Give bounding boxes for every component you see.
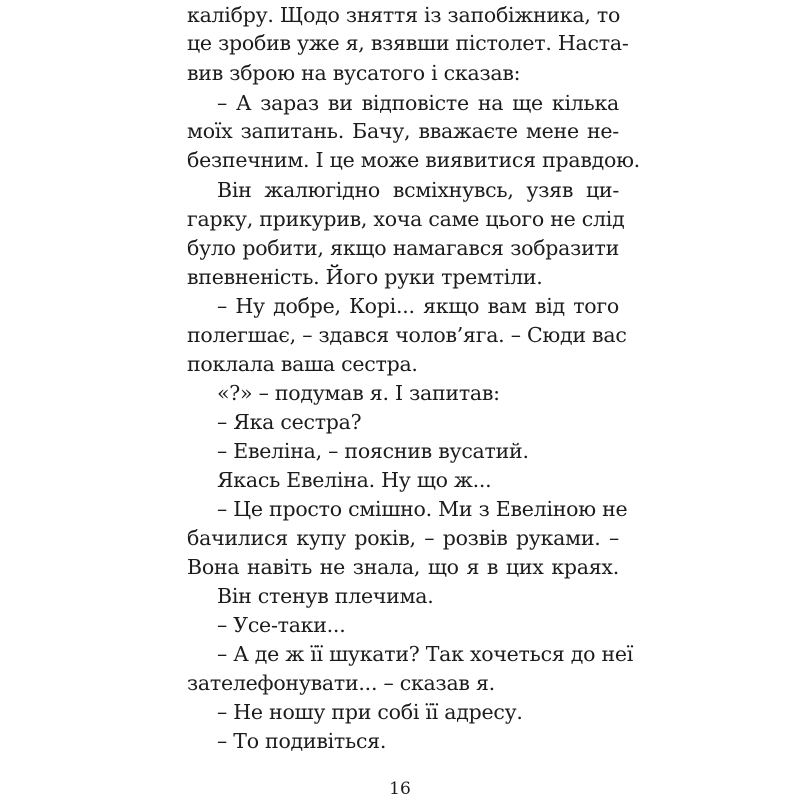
text-line: – Не ношу при собі її адресу. (217, 700, 523, 724)
text-line: це зробив уже я, взявши пістолет. Наста- (187, 31, 629, 55)
page-number: 16 (389, 779, 411, 799)
text-line: було робити, якщо намагався зобразити (187, 236, 619, 260)
text-line: – Це просто смішно. Ми з Евеліною не (217, 497, 628, 521)
text-line: Він жалюгідно всміхнувсь, узяв ци- (217, 178, 619, 202)
text-line: вив зброю на вусатого і сказав: (187, 61, 521, 85)
text-line: впевненість. Його руки тремтіли. (187, 265, 543, 289)
text-line: моїх запитань. Бачу, вважаєте мене не- (187, 119, 619, 143)
text-line: – Усе-таки... (217, 613, 346, 637)
text-line: Вона навіть не знала, що я в цих краях. (187, 555, 619, 579)
text-line: – То подивіться. (217, 729, 387, 753)
text-line: гарку, прикурив, хоча саме цього не слід (187, 207, 625, 231)
text-line: калібру. Щодо зняття із запобіжника, то (187, 3, 621, 27)
text-line: «?» – подумав я. І запитав: (217, 381, 500, 405)
text-line: – А де ж її шукати? Так хочеться до неї (217, 642, 634, 666)
text-line: бачилися купу років, – розвів руками. – (187, 526, 619, 550)
text-line: Він стенув плечима. (217, 584, 434, 608)
text-line: поклала ваша сестра. (187, 352, 418, 376)
text-line: зателефонувати... – сказав я. (187, 671, 495, 695)
text-line: – А зараз ви відповісте на ще кілька (217, 91, 619, 115)
text-line: безпечним. І це може виявитися правдою. (187, 148, 640, 172)
text-line: Якась Евеліна. Ну що ж... (217, 468, 492, 492)
text-line: – Евеліна, – пояснив вусатий. (217, 439, 529, 463)
text-line: – Ну добре, Корі... якщо вам від того (217, 294, 619, 318)
text-line: полегшає, – здався чолов’яга. – Сюди вас (187, 323, 627, 347)
text-line: – Яка сестра? (217, 410, 362, 434)
